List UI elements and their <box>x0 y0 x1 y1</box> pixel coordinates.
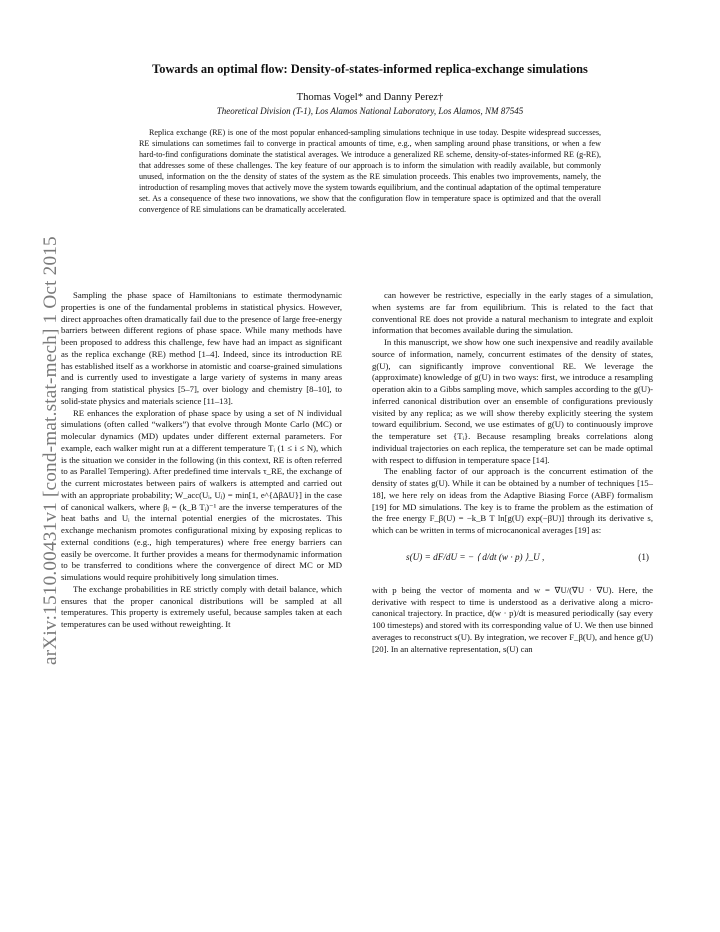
equation-number: (1) <box>638 551 649 562</box>
affiliation: Theoretical Division (T-1), Los Alamos National Laboratory, Los Alamos, NM 87545 <box>216 106 524 116</box>
paragraph: can however be restrictive, especially in the early stages of a simulation, when systems are far from equilibrium. This is related to the fact that conventional RE does not provide a natural mechanism to integrate and exploit information that becomes available during the simulation. <box>372 290 653 336</box>
arxiv-stamp <box>8 175 61 675</box>
right-column <box>372 290 653 655</box>
paragraph: Sampling the phase space of Hamiltonians to estimate thermodynamic properties is one of the fundamental problems in statistical physics. However, direct approaches often dramatically fail due to the presence of large free-energy barriers between different regions of phase space. While many methods have been proposed to address this challenge, few have had an impact as significant as the replica exchange (RE) method [1–4]. Indeed, since its introduction RE has established itself as a workhorse in atomistic and coarse-grained simulations and is currently used to investigate a large variety of systems in many areas ranging from statistical physics [5–7], over biology and chemistry [8–10], to solid-state physics and materials science [11–13]. <box>61 290 342 406</box>
paragraph: In this manuscript, we show how one such inexpensive and readily available source of information, namely, concurrent estimates of the density of states, g(U), can significantly improve conventional RE. We leverage the (approximate) knowledge of g(U) in two ways: first, we introduce a resampling operation akin to a Gibbs sampling move, which samples according to the g(U)-inferred canonical distribution over an ensemble of configurations previously visited by any replica; as we will show thereby explicitly steering the system toward equilibrium. Second, we use estimates of g(U) to continuously improve the temperature set {Tᵢ}. Because resampling breaks correlations along individual trajectories on each replica, the temperature set can be made optimal with respect to diffusion in temperature space [14]. <box>372 337 653 465</box>
equation-1 <box>372 547 653 577</box>
paragraph: The exchange probabilities in RE strictly comply with detail balance, which ensures that the proper canonical distributions will be sampled at all temperatures. This property is extremely useful, because samples taken at each temperatures can be used without reweighting. It <box>61 583 342 629</box>
equation-expression: s(U) = dF/dU = − ⟨ d/dt (w · p) ⟩_U , <box>406 551 545 562</box>
author-list: Thomas Vogel* and Danny Perez† <box>296 92 444 103</box>
left-column <box>61 290 342 631</box>
paragraph: with p being the vector of momenta and w = ∇U/(∇U · ∇U). Here, the derivative with respect to time is understood as a derivative along a micro-canonical trajectory. In practice, d(w · p)/dt is measured periodically (say every 100 timesteps) and stored with its corresponding value of U. We then use binned averages to reconstruct s(U). By integration, we recover F_β(U), and hence g(U) [20]. In an alternative representation, s(U) can <box>372 584 653 654</box>
paper-title: Towards an optimal flow: Density-of-states-informed replica-exchange simulations <box>152 62 588 76</box>
paragraph: The enabling factor of our approach is the concurrent estimation of the density of states g(U). While it can be obtained by a number of techniques [15–18], we here rely on ideas from the Adaptive Biasing Force (ABF) formalism [19] for MD simulations. The key is to frame the problem as the estimation of the free energy F_β(U) = −k_B T ln[g(U) exp(−βU)] through its derivative s, which can be written in terms of microcanonical averages [19] as: <box>372 466 653 535</box>
paragraph: RE enhances the exploration of phase space by using a set of N individual simulations (often called “walkers”) that evolve through Monte Carlo (MC) or molecular dynamics (MD) updates under different external parameters. For example, each walker might run at a different temperature Tᵢ (1 ≤ i ≤ N), which is the situation we consider in the following (in this context, RE is often referred to as Parallel Tempering). After predefined time intervals τ_RE, the exchange of the current microstates between pairs of walkers is attempted and carried out with an appropriate probability; W_acc(Uᵢ, Uⱼ) = min[1, e^{ΔβΔU}] in the case of canonical walkers, where βᵢ = (k_B Tᵢ)⁻¹ are the inverse temperatures of the heat baths and Uᵢ the internal potential energies of the microstates. This exchange mechanism promotes configurational mixing by exposing replicas to external conditions (e.g., high temperatures) where free energy barriers can easily be overcome. It further provides a means for thermodynamic information to be transferred to conditions where the convergence of direct MC or MD simulations would require prohibitively long simulation times. <box>61 407 342 582</box>
abstract: Replica exchange (RE) is one of the most popular enhanced-sampling simulations technique in use today. Despite widespread successes, RE simulations can sometimes fail to converge in practical amounts of time, e.g., when sampling around phase transitions, or when a few hard-to-find configurations dominate the statistical averages. We introduce a generalized RE scheme, density-of-states-informed RE (g-RE), that addresses some of these challenges. The key feature of our approach is to inform the simulation with readily available, but commonly unused, information on the the density of states of the system as the RE simulation proceeds. This enables two improvements, namely, the introduction of resampling moves that actively move the system towards equilibrium, and the continual adaptation of the optimal temperature set. As a consequence of these two innovations, we show that the configuration flow in temperature space is optimized and that the overall convergence of RE simulations can be dramatically accelerated. <box>139 128 601 214</box>
arxiv-identifier: arXiv:1510.00431v1 [cond-mat.stat-mech] 1 Oct 2015 <box>40 236 61 665</box>
